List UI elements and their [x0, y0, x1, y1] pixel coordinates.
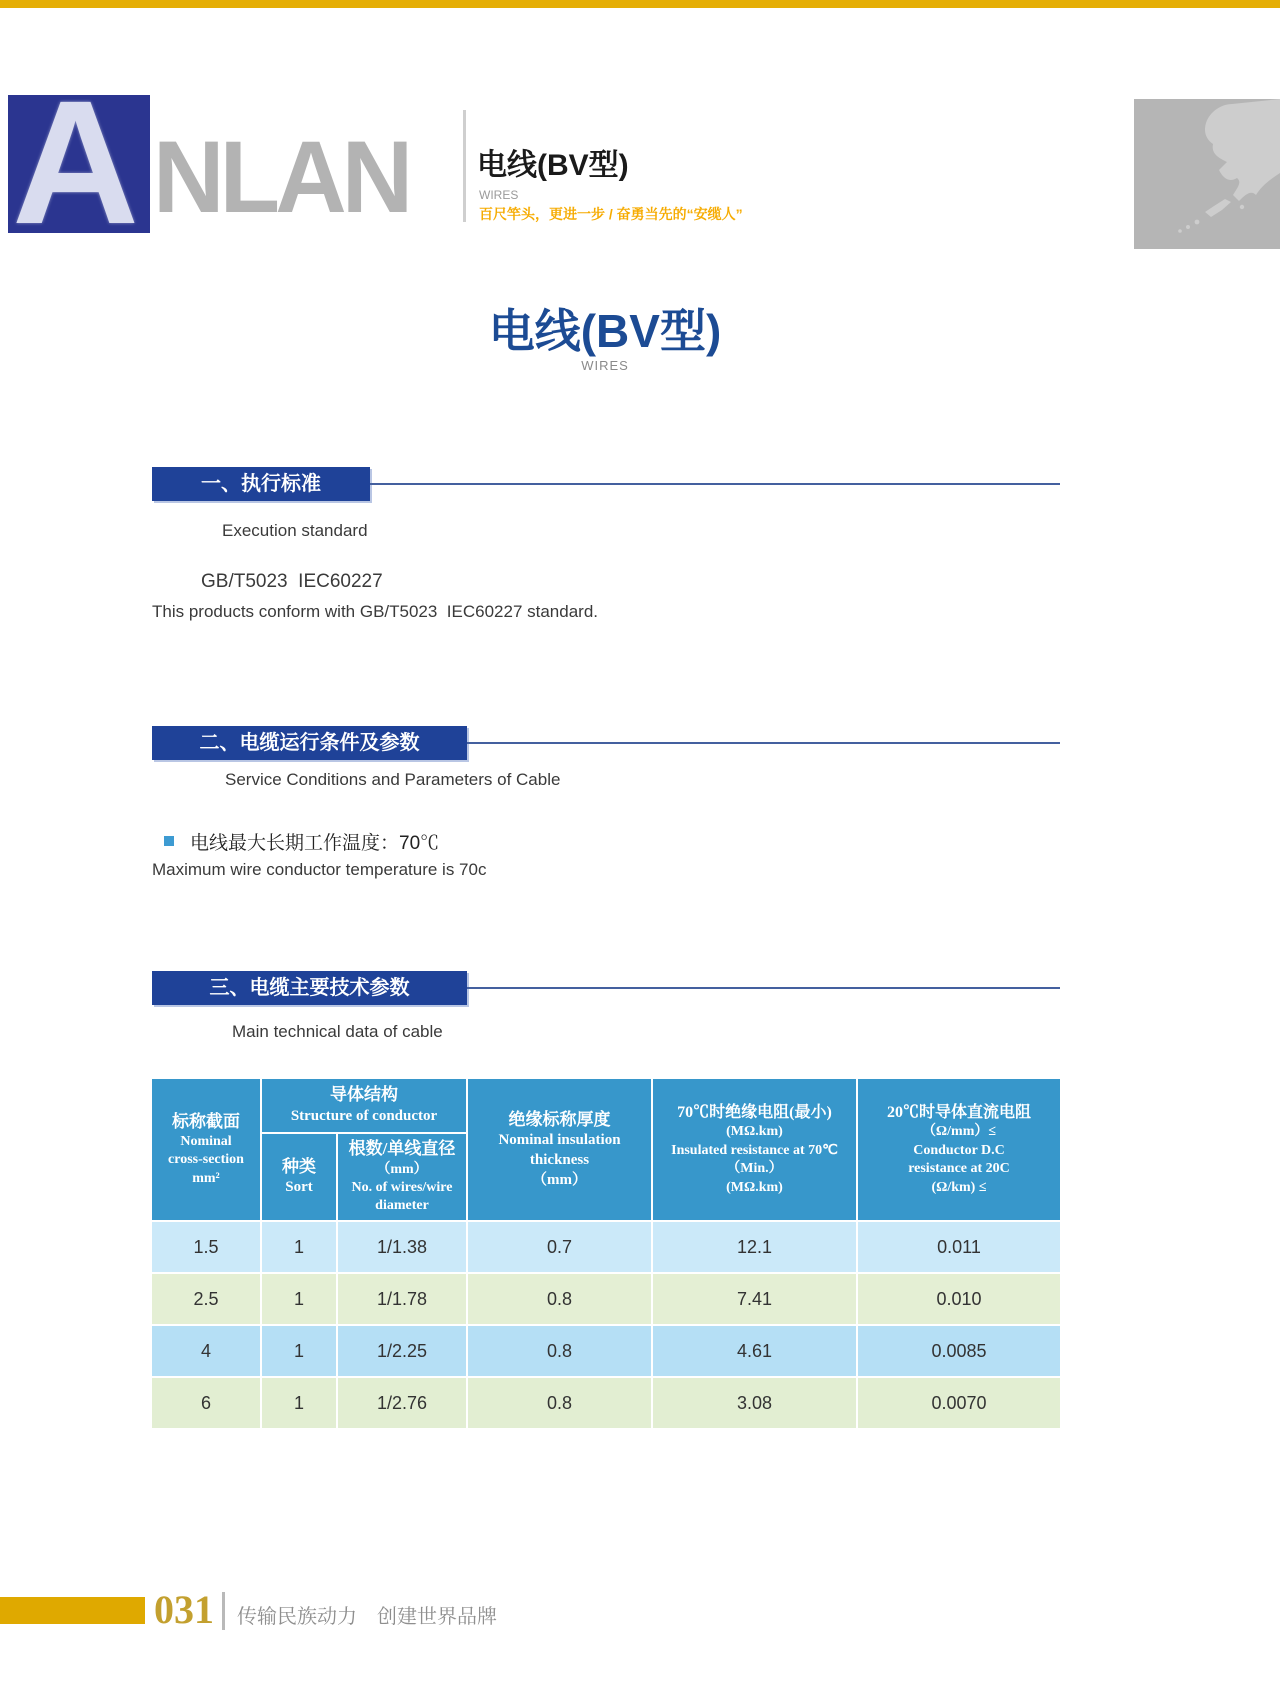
section-heading-service-conditions: 二、电缆运行条件及参数: [152, 726, 467, 760]
section-subheading: Service Conditions and Parameters of Cable: [225, 770, 561, 789]
table-cell: 0.8: [467, 1325, 652, 1377]
technical-data-table: [150, 1077, 1062, 1430]
header-product-subtitle: WIRES: [479, 188, 519, 202]
logo-letter-a: A: [12, 95, 140, 233]
table-cell: 0.010: [857, 1273, 1061, 1325]
table-cell: 0.8: [467, 1377, 652, 1429]
standard-codes: GB/T5023 IEC60227: [201, 571, 383, 592]
anlan-logo: [8, 95, 150, 233]
table-cell: 1.5: [151, 1221, 261, 1273]
map-landmass-shape: [1134, 99, 1280, 249]
table-row: [151, 1273, 1061, 1325]
table-cell: 7.41: [652, 1273, 857, 1325]
page-title-en: WIRES: [581, 358, 629, 373]
table-cell: 1/2.76: [337, 1377, 467, 1429]
table-cell: 1: [261, 1377, 337, 1429]
table-row: [151, 1325, 1061, 1377]
col-header-insulation-thickness: 绝缘标称厚度 Nominal insulation thickness （mm）: [467, 1078, 652, 1221]
section-heading-technical-data: 三、电缆主要技术参数: [152, 971, 467, 1005]
table-cell: 0.0070: [857, 1377, 1061, 1429]
top-accent-bar: [0, 0, 1280, 8]
table-cell: 2.5: [151, 1273, 261, 1325]
table-cell: 4: [151, 1325, 261, 1377]
footer-slogan: 传输民族动力 创建世界品牌: [237, 1606, 497, 1628]
table-cell: 1/1.78: [337, 1273, 467, 1325]
table-cell: 1: [261, 1325, 337, 1377]
alaska-map-image: [1134, 99, 1280, 249]
col-header-dc-resistance-20c: 20℃时导体直流电阻 （Ω/mm）≤ Conductor D.C resistance at 20C (Ω/km) ≤: [857, 1078, 1061, 1221]
table-cell: 1/1.38: [337, 1221, 467, 1273]
table-cell: 4.61: [652, 1325, 857, 1377]
section-subheading: Main technical data of cable: [232, 1022, 443, 1041]
logo-wordmark: NLAN: [153, 120, 409, 234]
section-rule: [370, 483, 1060, 485]
section-heading-execution-standard: 一、执行标准: [152, 467, 370, 501]
table-row: [151, 1377, 1061, 1429]
table-cell: 0.011: [857, 1221, 1061, 1273]
table-cell: 3.08: [652, 1377, 857, 1429]
max-temperature-note: 电线最大长期工作温度：70℃: [190, 833, 440, 854]
footer-divider: [222, 1592, 225, 1630]
col-header-insulation-resistance-70c: 70℃时绝缘电阻(最小) (MΩ.km) Insulated resistance at 70℃ （Min.） (MΩ.km): [652, 1078, 857, 1221]
table-cell: 0.7: [467, 1221, 652, 1273]
bullet-square-icon: [164, 836, 174, 846]
table-cell: 0.8: [467, 1273, 652, 1325]
header-product-title: 电线(BV型): [477, 149, 629, 182]
section-subheading: Execution standard: [222, 521, 368, 540]
max-temperature-note-en: Maximum wire conductor temperature is 70c: [152, 860, 487, 879]
table-cell: 1: [261, 1221, 337, 1273]
page-title: 电线(BV型): [488, 305, 722, 357]
col-header-wires-diameter: 根数/单线直径 （mm） No. of wires/wire diameter: [337, 1133, 467, 1221]
col-group-conductor-structure: 导体结构 Structure of conductor: [261, 1078, 467, 1133]
table-cell: 1: [261, 1273, 337, 1325]
table-cell: 12.1: [652, 1221, 857, 1273]
header-divider: [463, 110, 466, 222]
standard-description: This products conform with GB/T5023 IEC60227 standard.: [152, 602, 599, 621]
header-tagline: 百尺竿头，更进一步 / 奋勇当先的“安缆人”: [479, 206, 743, 222]
section-rule: [467, 742, 1060, 744]
table-row: [151, 1221, 1061, 1273]
col-header-nominal-section: 标称截面 Nominal cross-section mm²: [151, 1078, 261, 1221]
table-cell: 0.0085: [857, 1325, 1061, 1377]
section-rule: [467, 987, 1060, 989]
footer-accent-bar: [0, 1597, 145, 1624]
table-cell: 1/2.25: [337, 1325, 467, 1377]
page-number: 031: [154, 1587, 214, 1632]
col-header-sort: 种类 Sort: [261, 1133, 337, 1221]
table-cell: 6: [151, 1377, 261, 1429]
